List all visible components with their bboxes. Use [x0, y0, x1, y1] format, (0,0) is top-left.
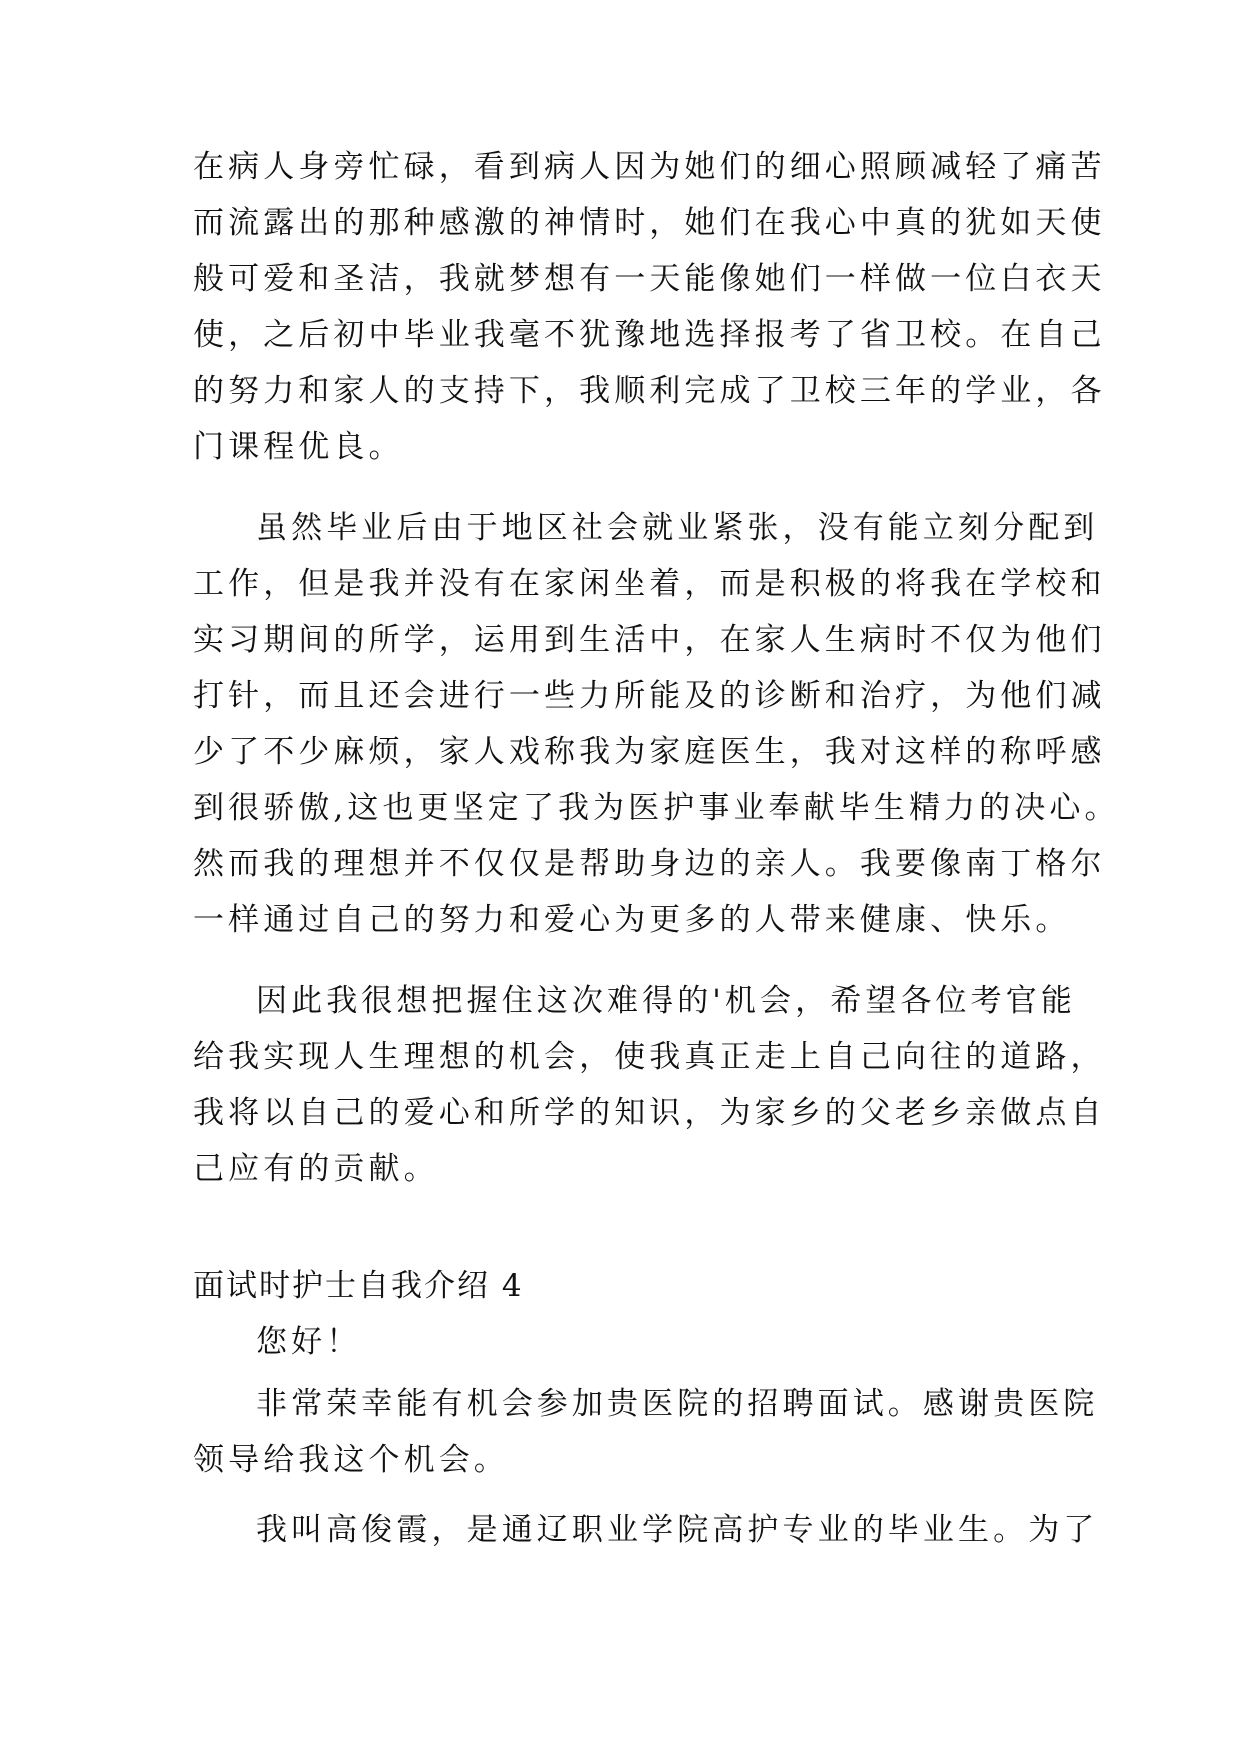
- paragraph-line: 虽然毕业后由于地区社会就业紧张，没有能立刻分配到: [256, 510, 1099, 546]
- paragraph-line: 非常荣幸能有机会参加贵医院的招聘面试。感谢贵医院: [256, 1386, 1099, 1422]
- paragraph-line: 工作，但是我并没有在家闲坐着，而是积极的将我在学校和: [193, 566, 1106, 602]
- paragraph-line: 我叫高俊霞，是通辽职业学院高护专业的毕业生。为了: [256, 1512, 1099, 1548]
- paragraph-line: 在病人身旁忙碌，看到病人因为她们的细心照顾减轻了痛苦: [193, 149, 1106, 185]
- paragraph-line: 给我实现人生理想的机会，使我真正走上自己向往的道路，: [193, 1039, 1106, 1075]
- paragraph-line: 我将以自己的爱心和所学的知识，为家乡的父老乡亲做点自: [193, 1095, 1106, 1131]
- paragraph-line: 打针，而且还会进行一些力所能及的诊断和治疗，为他们减: [193, 678, 1106, 714]
- paragraph-line: 因此我很想把握住这次难得的'机会，希望各位考官能: [256, 983, 1076, 1019]
- paragraph-line: 领导给我这个机会。: [193, 1442, 509, 1478]
- paragraph-line: 一样通过自己的努力和爱心为更多的人带来健康、快乐。: [193, 902, 1071, 938]
- paragraph-line: 己应有的贡献。: [193, 1151, 439, 1187]
- paragraph-line: 少了不少麻烦，家人戏称我为家庭医生，我对这样的称呼感: [193, 734, 1106, 770]
- paragraph-line: 到很骄傲,这也更坚定了我为医护事业奉献毕生精力的决心。: [193, 790, 1120, 826]
- paragraph-line: 般可爱和圣洁，我就梦想有一天能像她们一样做一位白衣天: [193, 261, 1106, 297]
- section-heading: 面试时护士自我介绍 4: [193, 1268, 524, 1304]
- paragraph-line: 的努力和家人的支持下，我顺利完成了卫校三年的学业，各: [193, 373, 1106, 409]
- paragraph-line: 而流露出的那种感激的神情时，她们在我心中真的犹如天使: [193, 205, 1106, 241]
- paragraph-line: 使，之后初中毕业我毫不犹豫地选择报考了省卫校。在自己: [193, 317, 1106, 353]
- paragraph-line: 实习期间的所学，运用到生活中，在家人生病时不仅为他们: [193, 622, 1106, 658]
- greeting-line: 您好！: [256, 1324, 362, 1360]
- paragraph-line: 然而我的理想并不仅仅是帮助身边的亲人。我要像南丁格尔: [193, 846, 1106, 882]
- paragraph-line: 门课程优良。: [193, 429, 404, 465]
